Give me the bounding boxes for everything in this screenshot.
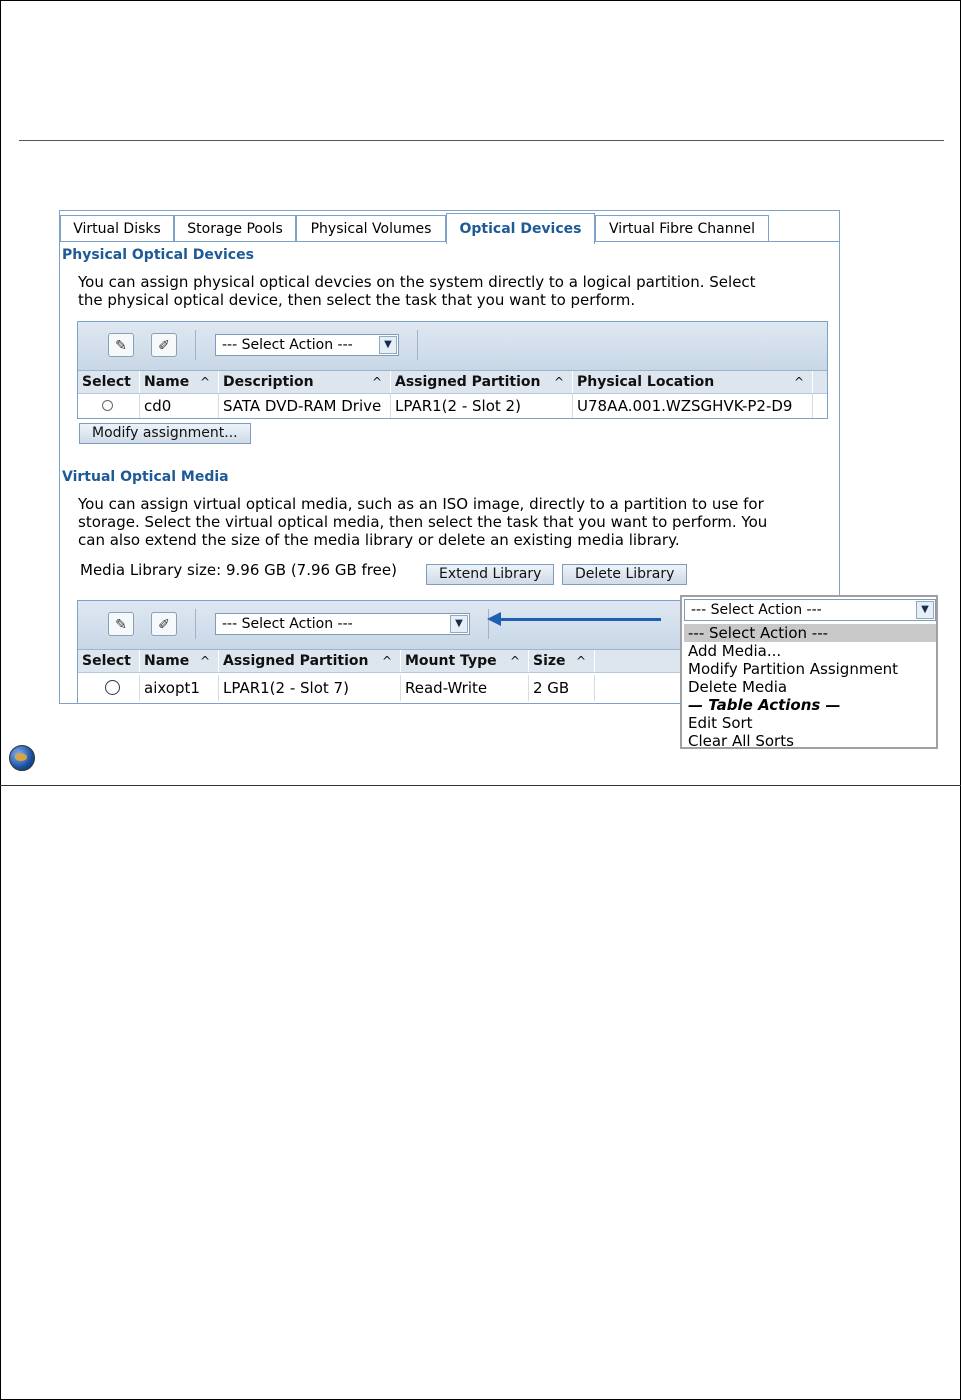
- modify-assignment-button[interactable]: Modify assignment...: [79, 423, 251, 444]
- sort-caret-icon: ^: [793, 375, 804, 389]
- media-library-value: 9.96 GB (7.96 GB free): [225, 561, 397, 579]
- physical-table-toolbar: [78, 322, 827, 371]
- col-name-label: Name: [144, 374, 190, 390]
- col-select: Select: [78, 650, 140, 672]
- section-rule: [0, 785, 961, 786]
- col-mount-type[interactable]: [401, 650, 529, 672]
- extend-library-button[interactable]: Extend Library: [426, 564, 554, 585]
- col-size-label: Size: [533, 653, 566, 669]
- col-physical-location-label: Physical Location: [577, 374, 715, 390]
- header-rule: [19, 140, 944, 141]
- dropdown-options: [684, 624, 936, 750]
- toolbar-separator: [195, 330, 196, 360]
- col-assigned-partition[interactable]: [391, 371, 573, 393]
- virtual-description-line3: can also extend the size of the media library or delete an existing media library.: [78, 531, 680, 549]
- tab-virtual-disks[interactable]: Virtual Disks: [60, 215, 174, 241]
- cell-description: SATA DVD-RAM Drive: [219, 394, 391, 418]
- tab-storage-pools[interactable]: Storage Pools: [174, 215, 296, 241]
- page-border-top: [0, 0, 961, 1]
- cell-name: aixopt1: [140, 675, 219, 701]
- option-clear-all-sorts[interactable]: Clear All Sorts: [688, 732, 794, 750]
- virtual-section-title: Virtual Optical Media: [62, 469, 229, 485]
- option-modify-partition-assignment[interactable]: Modify Partition Assignment: [688, 660, 899, 678]
- media-library-label: Media Library size:: [80, 561, 222, 579]
- sort-caret-icon: ^: [381, 654, 392, 668]
- col-name-label: Name: [144, 653, 190, 669]
- col-description-label: Description: [223, 374, 314, 390]
- virtual-description-line2: storage. Select the virtual optical media, then select the task that you want to perform. You: [78, 513, 768, 531]
- cell-partition: LPAR1(2 - Slot 7): [219, 675, 401, 701]
- delete-library-button[interactable]: Delete Library: [562, 564, 687, 585]
- toolbar-separator: [195, 609, 196, 639]
- option-group-table-actions: — Table Actions —: [688, 696, 841, 714]
- physical-description-line1: You can assign physical optical devcies on the system directly to a logical partition. Select: [78, 273, 756, 291]
- physical-description-line2: the physical optical device, then select the task that you want to perform.: [78, 291, 636, 309]
- col-assigned-partition-label: Assigned Partition: [223, 653, 369, 669]
- deselect-all-icon[interactable]: ✐: [151, 612, 177, 636]
- cell-name: cd0: [140, 394, 219, 418]
- callout-arrow-head-icon: [487, 612, 501, 626]
- table-row: [78, 394, 827, 418]
- cell-partition: LPAR1(2 - Slot 2): [391, 394, 573, 418]
- toolbar-separator: [417, 330, 418, 360]
- col-select: Select: [78, 371, 140, 393]
- globe-icon: [9, 745, 35, 771]
- row-select-cell: [78, 394, 140, 418]
- deselect-all-icon[interactable]: ✐: [151, 333, 177, 357]
- tab-optical-devices[interactable]: Optical Devices: [446, 213, 595, 244]
- col-name[interactable]: [140, 650, 219, 672]
- sort-caret-icon: ^: [371, 375, 382, 389]
- select-all-icon[interactable]: ✎: [108, 612, 134, 636]
- dropdown-select-value: --- Select Action ---: [691, 602, 822, 618]
- physical-action-select[interactable]: [215, 334, 399, 356]
- cell-location: U78AA.001.WZSGHVK-P2-D9: [573, 394, 813, 418]
- sort-caret-icon: ^: [199, 375, 210, 389]
- dropdown-select[interactable]: [684, 599, 936, 621]
- chevron-down-icon: ▼: [916, 601, 934, 619]
- page-border-left: [0, 0, 1, 1400]
- row-select-cell: [78, 675, 140, 701]
- option-edit-sort[interactable]: Edit Sort: [688, 714, 753, 732]
- physical-action-select-value: --- Select Action ---: [222, 337, 353, 353]
- tab-physical-volumes[interactable]: Physical Volumes: [296, 215, 446, 241]
- col-assigned-partition[interactable]: [219, 650, 401, 672]
- callout-arrow-line: [500, 618, 661, 621]
- media-library-size: [80, 561, 397, 579]
- row-radio[interactable]: [102, 400, 113, 411]
- virtual-description-line1: You can assign virtual optical media, such as an ISO image, directly to a partition to use for: [78, 495, 764, 513]
- option-delete-media[interactable]: Delete Media: [688, 678, 788, 696]
- col-name[interactable]: [140, 371, 219, 393]
- virtual-action-select[interactable]: [215, 613, 470, 635]
- col-physical-location[interactable]: [573, 371, 813, 393]
- physical-section-title: Physical Optical Devices: [62, 247, 254, 263]
- col-description[interactable]: [219, 371, 391, 393]
- cell-size: 2 GB: [529, 675, 595, 701]
- row-radio[interactable]: [105, 680, 120, 695]
- tab-virtual-fibre-channel[interactable]: Virtual Fibre Channel: [595, 215, 769, 241]
- option-add-media[interactable]: Add Media...: [688, 642, 782, 660]
- sort-caret-icon: ^: [509, 654, 520, 668]
- col-assigned-partition-label: Assigned Partition: [395, 374, 541, 390]
- col-mount-type-label: Mount Type: [405, 653, 497, 669]
- chevron-down-icon: ▼: [379, 336, 397, 354]
- col-size[interactable]: [529, 650, 595, 672]
- action-dropdown-callout: [680, 595, 938, 749]
- sort-caret-icon: ^: [575, 654, 586, 668]
- sort-caret-icon: ^: [553, 375, 564, 389]
- select-all-icon[interactable]: ✎: [108, 333, 134, 357]
- physical-devices-table: [77, 321, 828, 419]
- tab-bar: [60, 213, 839, 241]
- virtual-action-select-value: --- Select Action ---: [222, 616, 353, 632]
- cell-mount-type: Read-Write: [401, 675, 529, 701]
- option-select-action[interactable]: --- Select Action ---: [684, 624, 936, 642]
- physical-table-header: [78, 371, 827, 394]
- chevron-down-icon: ▼: [450, 615, 468, 633]
- sort-caret-icon: ^: [199, 654, 210, 668]
